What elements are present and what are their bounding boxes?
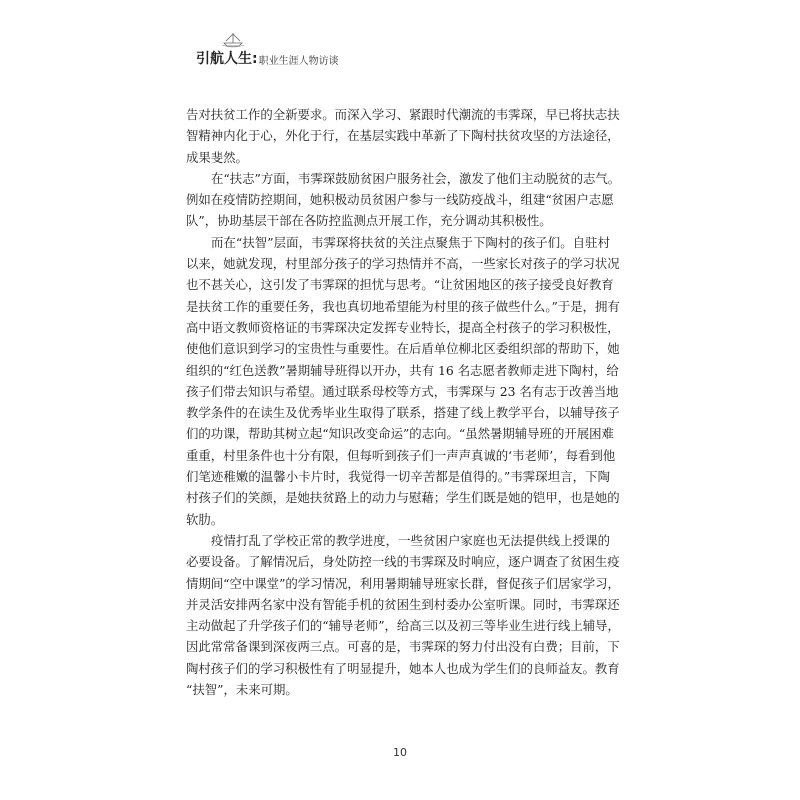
text-line: 孩子们带去知识与希望。通过联系母校等方式，韦霁琛与 23 名有志于改善当地 bbox=[186, 383, 619, 399]
text-line: 而在“扶智”层面，韦霁琛将扶贫的关注点聚焦于下陶村的孩子们。自驻村 bbox=[211, 234, 610, 250]
body-text bbox=[186, 104, 621, 700]
text-line: 们笔迹稚嫩的温馨小卡片时，我觉得一切辛苦都是值得的。”韦霁琛坦言，下陶 bbox=[186, 469, 610, 485]
text-line: 疫情打乱了学校正常的教学进度，一些贫困户家庭也无法提供线上授课的 bbox=[211, 532, 610, 548]
running-header bbox=[196, 36, 339, 68]
text-line: 成果斐然。 bbox=[186, 149, 248, 165]
text-line: 情期间“空中课堂”的学习情况，利用暑期辅导班家长群，督促孩子们居家学习， bbox=[186, 575, 620, 591]
book-subtitle: 职业生涯人物访谈 bbox=[258, 56, 339, 67]
text-line: 例如在疫情防控期间，她积极动员贫困户参与一线防疫战斗，组建“贫困户志愿 bbox=[186, 192, 614, 208]
text-line: 软肋。 bbox=[186, 511, 224, 527]
text-line: 陶村孩子们的学习积极性有了明显提升，她本人也成为学生们的良师益友。教育 bbox=[186, 660, 620, 676]
text-line: 高中语文教师资格证的韦霁琛决定发挥专业特长，提高全村孩子的学习积极性， bbox=[186, 319, 620, 335]
text-line: 告对扶贫工作的全新要求。而深入学习、紧跟时代潮流的韦霁琛，早已将扶志扶 bbox=[186, 107, 620, 122]
page-number: 10 bbox=[393, 746, 407, 759]
text-line: 队”，协助基层干部在各防控监测点开展工作，充分调动其积极性。 bbox=[186, 213, 552, 229]
text-line: “扶智”，未来可期。 bbox=[186, 682, 298, 698]
text-line: 使他们意识到学习的宝贵性与重要性。在后盾单位柳北区委组织部的帮助下，她 bbox=[186, 341, 620, 357]
text-line: 主动做起了升学孩子们的“辅导老师”，给高三以及初三等毕业生进行线上辅导， bbox=[186, 618, 620, 634]
text-line: 也不甚关心，这引发了韦霁琛的担忧与思考。“让贫困地区的孩子接受良好教育 bbox=[186, 277, 614, 293]
text-line: 必要设备。了解情况后，身处防控一线的韦霁琛及时响应，逐户调查了贫困生疫 bbox=[186, 554, 620, 570]
text-line: 教学条件的在读生及优秀毕业生取得了联系，搭建了线上教学平台，以辅导孩子 bbox=[186, 405, 620, 421]
text-line: 们的功课，帮助其树立起“知识改变命运”的志向。“虽然暑期辅导班的开展困难 bbox=[186, 426, 614, 442]
text-line: 重重，村里条件也十分有限，但每听到孩子们一声声真诚的‘韦老师’，每看到他 bbox=[186, 447, 616, 463]
text-line: 组织的“红色送教”暑期辅导班得以开办，共有 16 名志愿者教师走进下陶村，给 bbox=[186, 362, 619, 378]
text-line: 并灵活安排两名家中没有智能手机的贫困生到村委办公室听课。同时，韦霁琛还 bbox=[186, 596, 620, 612]
text-line: 以来，她就发现，村里部分孩子的学习热情并不高，一些家长对孩子的学习状况 bbox=[186, 256, 620, 272]
book-title: 引航人生: bbox=[196, 51, 258, 67]
text-line: 是扶贫工作的重要任务，我也真切地希望能为村里的孩子做些什么。”于是，拥有 bbox=[186, 298, 620, 314]
text-line: 在“扶志”方面，韦霁琛鼓励贫困户服务社会，激发了他们主动脱贫的志气。 bbox=[211, 170, 621, 186]
ship-logo-icon bbox=[220, 32, 246, 48]
text-line: 村孩子们的笑颜，是她扶贫路上的动力与慰藉；学生们既是她的铠甲，也是她的 bbox=[186, 490, 620, 506]
text-line: 因此常常备课到深夜两三点。可喜的是，韦霁琛的努力付出没有白费；目前，下 bbox=[186, 639, 620, 655]
text-line: 智精神内化于心，外化于行，在基层实践中革新了下陶村扶贫攻坚的方法途径， bbox=[186, 128, 620, 144]
